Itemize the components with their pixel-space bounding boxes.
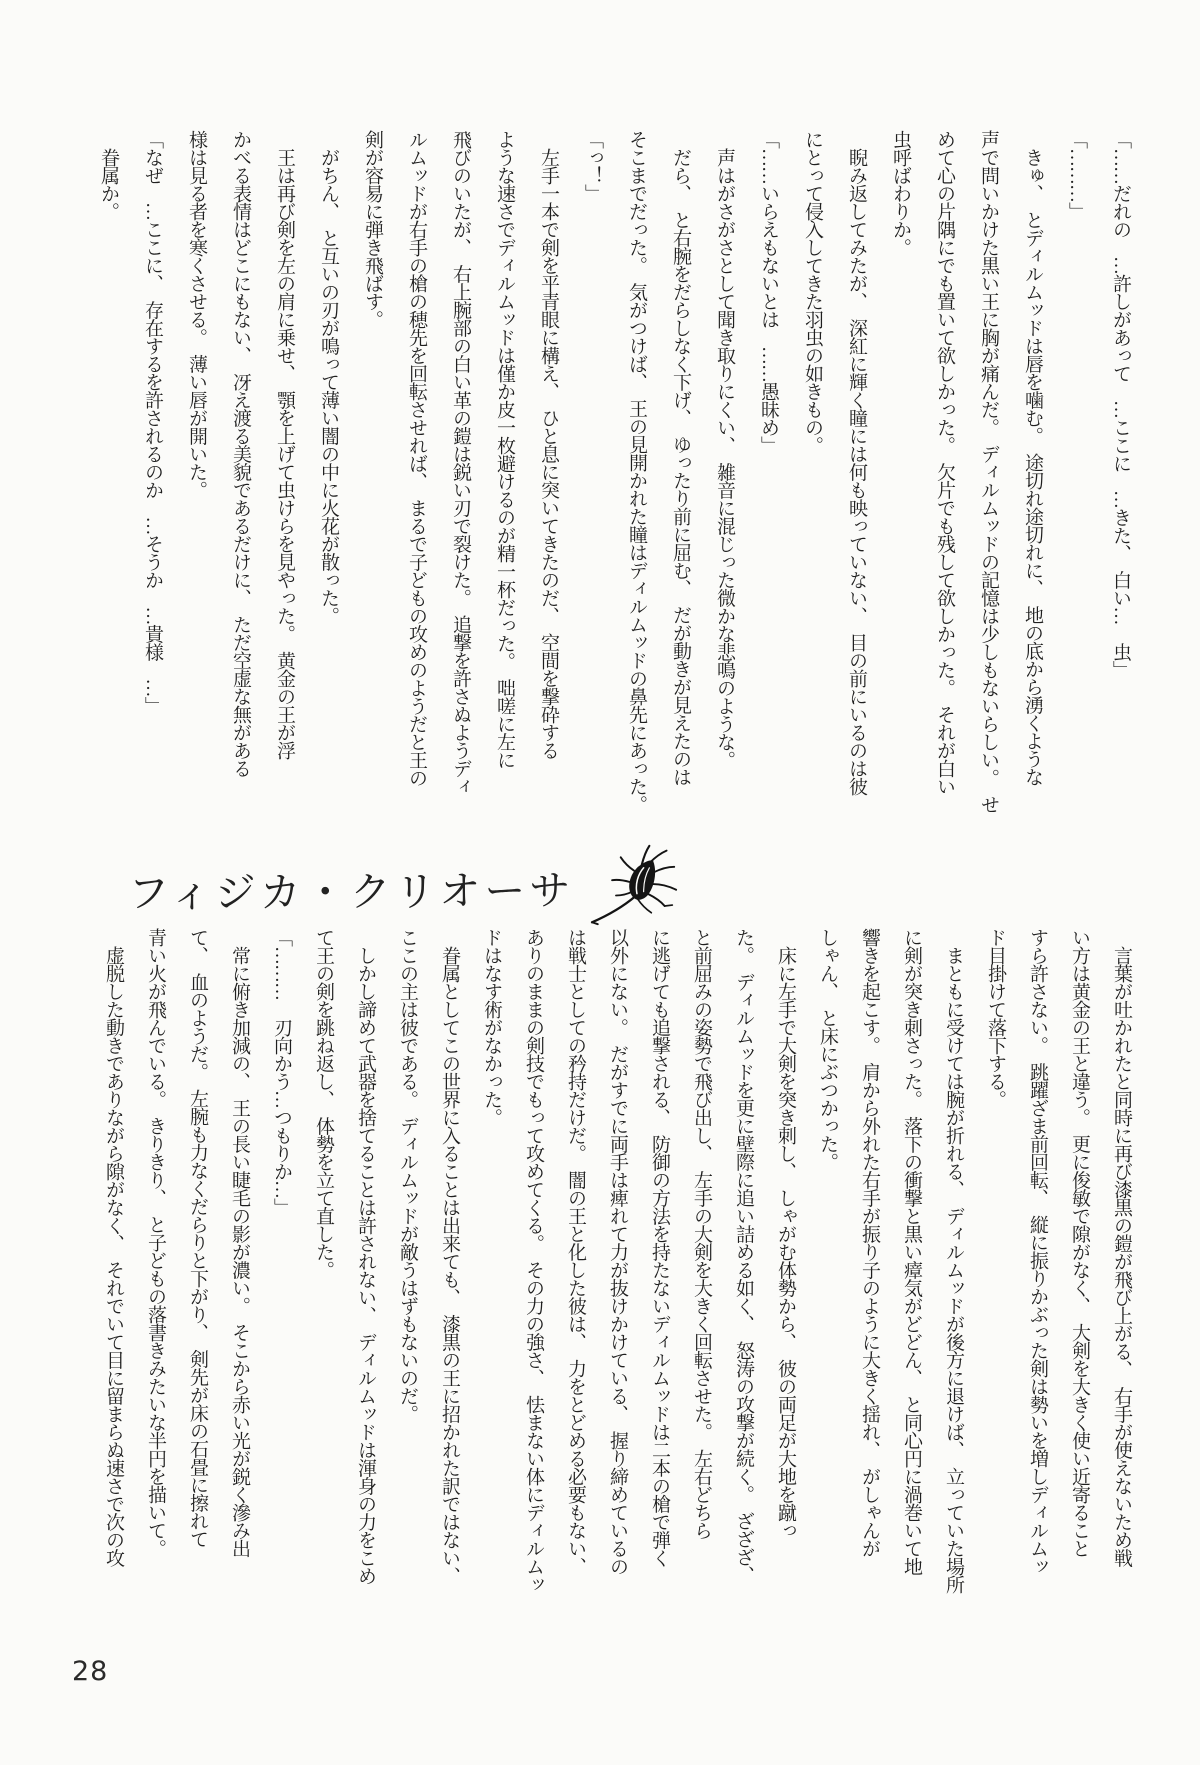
text-line: すら許さない。 跳躍ざま前回転、 縦に振りかぶった剣は勢いを増しディルムッ	[1027, 928, 1048, 1575]
text-line: 虫呼ばわりか。	[890, 130, 911, 256]
text-line: 響きを起こす。 肩から外れた右手が振り子のように大きく揺れ、 がしゃんが	[859, 928, 880, 1557]
text-line: しゃん、 と床にぶつかった。	[817, 928, 838, 1171]
text-line: ような速さでディルムッドは僅か皮一枚避けるのが精一杯だった。 咄嗟に左に	[494, 130, 515, 769]
text-line: めて心の片隅にでも置いて欲しかった。 欠片でも残して欲しかった。 それが白い	[934, 130, 955, 795]
text-line: 「……だれの …許しがあって …ここに …きた、 白い… 虫」	[1110, 130, 1131, 679]
text-line: だら、 と右腕をだらしなく下げ、 ゆったり前に屈む、 だが動きが見えたのは	[670, 130, 691, 786]
text-line: 言葉が吐かれたと同時に再び漆黒の鎧が飛び上がる、 右手が使えないため戦	[1111, 928, 1132, 1567]
top-text-block	[84, 130, 1142, 846]
text-line: そこまでだった。 気がつけば、 王の見開かれた瞳はディルムッドの鼻先にあった。	[626, 130, 647, 813]
text-line: 「……… 刃向かう…つもりか…」	[271, 928, 292, 1216]
text-line: 眷属か。	[98, 130, 119, 220]
text-line: い方は黄金の王と違う。 更に俊敏で隙がなく、 大剣を大きく使い近寄ること	[1069, 928, 1090, 1557]
text-line: は戦士としての矜持だけだ。 闇の王と化した彼は、 力をとどめる必要もない、	[565, 928, 586, 1575]
text-line: 左手一本で剣を平青眼に構え、 ひと息に突いてきたのだ、 空間を撃砕する	[538, 130, 559, 759]
text-line: 声はがさがさとして聞き取りにくい、 雑音に混じった微かな悲鳴のような。	[714, 130, 735, 769]
text-line: 王は再び剣を左の肩に乗せ、 顎を上げて虫けらを見やった。 黄金の王が浮	[274, 130, 295, 759]
text-line: 「なぜ …ここに、 存在するを許されるのか …そうか …貴様 …」	[142, 130, 163, 715]
page-number: 28	[72, 1656, 109, 1687]
text-line: 虚脱した動きでありながら隙がなく、 それでいて目に留まらぬ速さで次の攻	[103, 928, 124, 1567]
text-line: 「………」	[1066, 130, 1087, 220]
text-line: 床に左手で大剣を突き刺し、 しゃがむ体勢から、 彼の両足が大地を蹴っ	[775, 928, 796, 1539]
bottom-text-block	[90, 928, 1142, 1704]
chapter-title: フィジカ・クリオーサ	[127, 865, 575, 918]
text-line: 剣が容易に弾き飛ばす。	[362, 130, 383, 328]
text-line: しかし諦めて武器を捨てることは許されない、 ディルムッドは渾身の力をこめ	[355, 928, 376, 1585]
text-line: にとって侵入してきた羽虫の如きもの。	[802, 130, 823, 454]
text-line: た。 ディルムッドを更に壁際に追い詰める如く、 怒涛の攻撃が続く。 ざざざ、	[733, 928, 754, 1584]
text-line: ルムッドが右手の槍の穂先を回転させれば、 まるで子どもの攻めのようだと王の	[406, 130, 427, 787]
text-line: 声で問いかけた黒い王に胸が痛んだ。 ディルムッドの記憶は少しもないらしい。 せ	[978, 130, 999, 813]
text-line: 「……いらえもないとは ……愚昧め」	[758, 130, 779, 454]
text-line: 眷属としてこの世界に入ることは出来ても、 漆黒の王に招かれた訳ではない、	[439, 928, 460, 1585]
text-line: 「っ！」	[582, 130, 603, 202]
text-line: かべる表情はどこにもない、 冴え渡る美貌であるだけに、 ただ空虚な無がある	[230, 130, 251, 777]
text-line: 以外にない。 だがすでに両手は痺れて力が抜けかけている、 握り締めているの	[607, 928, 628, 1575]
text-line: に剣が突き刺さった。 落下の衝撃と黒い瘴気がどどん、 と同心円に渦巻いて地	[901, 928, 922, 1575]
text-line: きゅ、 とディルムッドは唇を噛む。 途切れ途切れに、 地の底から湧くような	[1022, 130, 1043, 786]
text-line: と前屈みの姿勢で飛び出し、 左手の大剣を大きく回転させた。 左右どちら	[691, 928, 712, 1539]
text-line: 常に俯き加減の、 王の長い睫毛の影が濃い。 そこから赤い光が鋭く滲み出	[229, 928, 250, 1557]
text-line: 睨み返してみたが、 深紅に輝く瞳には何も映っていない、 目の前にいるのは彼	[846, 130, 867, 795]
text-line: ありのままの剣技でもって攻めてくる。 その力の強さ、 怯まない体にディルムッ	[523, 928, 544, 1593]
thistle-icon	[588, 842, 684, 928]
text-line: 飛びのいたが、 右上腕部の白い革の鎧は鋭い刃で裂けた。 追撃を許さぬようディ	[450, 130, 471, 795]
text-line: がちん、 と互いの刃が鳴って薄い闇の中に火花が散った。	[318, 130, 339, 625]
text-line: て王の剣を跳ね返し、 体勢を立て直した。	[313, 928, 334, 1279]
text-line: に逃げても追撃される、 防御の方法を持たないディルムッドは二本の槍で弾く	[649, 928, 670, 1567]
text-line: 青い火が飛んでいる。 きりきり、 と子どもの落書きみたいな半円を描いて。	[145, 928, 166, 1557]
text-line: まともに受けては腕が折れる、 ディルムッドが後方に退けば、 立っていた場所	[943, 928, 964, 1593]
text-line: て、 血のようだ。 左腕も力なくだらりと下がり、 剣先が床の石畳に擦れて	[187, 928, 208, 1548]
text-line: ここの主は彼である。 ディルムッドが敵うはずもないのだ。	[397, 928, 418, 1423]
text-line: ドはなす術がなかった。	[481, 928, 502, 1126]
text-line: ド目掛けて落下する。	[985, 928, 1006, 1108]
text-line: 様は見る者を寒くさせる。 薄い唇が開いた。	[186, 130, 207, 499]
chapter-title-row	[128, 848, 684, 928]
